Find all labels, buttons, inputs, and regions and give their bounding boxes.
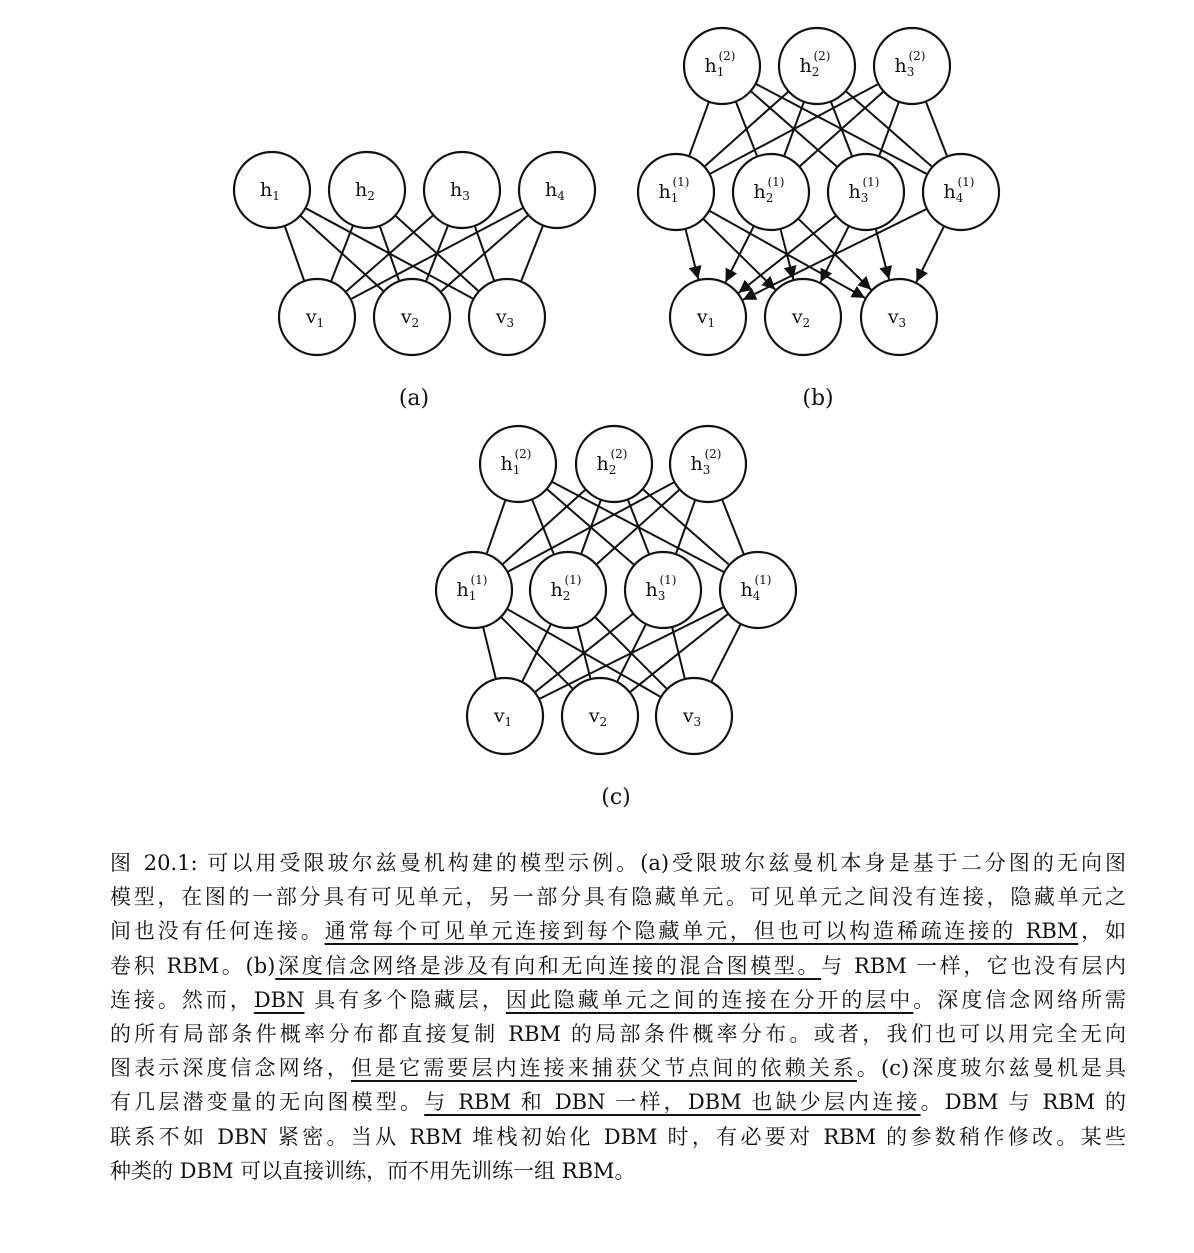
edge-h21-h11 xyxy=(689,102,709,156)
svg-text:v3: $v_3$ xyxy=(682,705,702,729)
caption-line-9: 联系不如 DBN 紧密。当从 RBM 堆栈初始化 DBM 时，有必要对 RBM 的参数稍作修改。某些 xyxy=(110,1124,1126,1149)
node-v1 xyxy=(467,678,543,754)
svg-text:h4(1): $h_4(1)$ xyxy=(740,573,772,603)
edge-h11-v1 xyxy=(685,229,698,279)
caption-underlined-text: DBN xyxy=(253,987,305,1012)
node-h3-layer2 xyxy=(670,426,746,502)
edge-h12-v1 xyxy=(522,624,551,681)
caption-line-7 xyxy=(110,1051,1126,1085)
edge-h14-v3 xyxy=(916,226,944,282)
panel-c xyxy=(436,426,796,810)
caption-text: 与 RBM 一样，它也没有层内 xyxy=(821,953,1127,978)
panel-label-a: (a) xyxy=(398,386,430,411)
caption-line-1: 图 20.1: 可以用受限玻尔兹曼机构建的模型示例。(a)受限玻尔兹曼机本身是基于二分图的无向图 xyxy=(110,851,1126,875)
edge-h23-h14 xyxy=(722,499,744,553)
svg-text:v2: $v_2$ xyxy=(588,705,608,729)
caption-line-6: 的所有局部条件概率分布都直接复制 RBM 的局部条件概率分布。或者，我们也可以用完全无向 xyxy=(110,1022,1126,1047)
svg-text:h1(2): $h_1(2)$ xyxy=(704,49,736,79)
caption-line-4 xyxy=(110,949,1126,983)
caption-text: 间也没有任何连接。 xyxy=(110,919,325,944)
node-v3 xyxy=(861,279,937,355)
node-h3-layer1 xyxy=(625,552,701,628)
node-h4-layer1 xyxy=(923,154,999,230)
caption-text: 连接。然而， xyxy=(110,987,254,1012)
svg-text:h1: $h_1$ xyxy=(260,179,280,203)
node-h1-layer1 xyxy=(638,154,714,230)
svg-text:v3: $v_3$ xyxy=(495,306,515,330)
edge-h14-v3 xyxy=(712,624,741,681)
node-h2-layer2 xyxy=(779,28,855,104)
svg-text:h2(1): $h_2(1)$ xyxy=(550,573,582,603)
caption-underlined-text: 因此隐藏单元之间的连接在分开的层中 xyxy=(505,987,914,1012)
caption-underlined-text: 但是它需要层内连接来捕获父节点间的依赖关系 xyxy=(350,1056,857,1081)
node-h1-layer2 xyxy=(684,28,760,104)
caption-line-5 xyxy=(110,983,1126,1017)
caption-line-3 xyxy=(110,914,1126,948)
svg-text:h3(1): $h_3(1)$ xyxy=(848,175,880,205)
node-h2-layer1 xyxy=(733,154,809,230)
svg-text:h2(1): $h_2(1)$ xyxy=(753,175,785,205)
edge-h1-v1 xyxy=(285,226,304,280)
svg-text:h2: $h_2$ xyxy=(355,179,375,203)
edge-h2-v1 xyxy=(331,225,353,280)
edge-h11-v1 xyxy=(483,627,496,678)
svg-text:h2(2): $h_2(2)$ xyxy=(596,447,628,477)
node-h1 xyxy=(234,152,310,228)
svg-text:h3(1): $h_3(1)$ xyxy=(645,573,677,603)
node-v3 xyxy=(656,678,732,754)
edge-h21-h12 xyxy=(532,499,554,553)
svg-text:h3(2): $h_3(2)$ xyxy=(690,447,722,477)
svg-text:h1(2): $h_1(2)$ xyxy=(500,447,532,477)
caption-line-10: 种类的 DBM 可以直接训练，而不用先训练一组 RBM。 xyxy=(110,1158,636,1183)
svg-text:h1(1): $h_1(1)$ xyxy=(658,175,690,205)
svg-text:v1: $v_1$ xyxy=(493,705,513,729)
caption-text: 有几层潜变量的无向图模型。 xyxy=(110,1090,425,1115)
node-v3 xyxy=(469,279,545,355)
svg-text:h4: $h_4$ xyxy=(545,179,565,203)
edge-h13-v3 xyxy=(876,229,889,280)
node-h2 xyxy=(329,152,405,228)
caption-line-8 xyxy=(110,1085,1126,1119)
figure-caption xyxy=(110,846,1126,1188)
node-h2-layer2 xyxy=(576,426,652,502)
caption-underlined-text: 深度信念网络是涉及有向和无向连接的混合图模型。 xyxy=(275,953,822,978)
caption-text: 具有多个隐藏层， xyxy=(304,987,506,1012)
node-h4-layer1 xyxy=(720,552,796,628)
caption-text: ，如 xyxy=(1078,919,1127,944)
caption-text: 图表示深度信念网络， xyxy=(110,1056,351,1081)
node-h1-layer2 xyxy=(480,426,556,502)
svg-text:v2: $v_2$ xyxy=(400,306,420,330)
caption-text: 。DBM 与 RBM 的 xyxy=(920,1090,1126,1115)
edge-h21-h11 xyxy=(487,500,506,553)
edge-h12-v1 xyxy=(726,226,754,282)
svg-text:h2(2): $h_2(2)$ xyxy=(799,49,831,79)
panel-label-b: (b) xyxy=(802,386,834,411)
caption-underlined-text: 通常每个可见单元连接到每个隐藏单元，但也可以构造稀疏连接的 RBM xyxy=(324,919,1079,944)
edge-h4-v3 xyxy=(521,225,543,280)
node-v2 xyxy=(765,279,841,355)
node-h3-layer2 xyxy=(874,28,950,104)
node-h4 xyxy=(519,152,595,228)
node-v2 xyxy=(562,678,638,754)
caption-text: 。深度信念网络所需 xyxy=(913,987,1127,1012)
node-h3 xyxy=(424,152,500,228)
panel-a xyxy=(234,152,595,411)
caption-underlined-text: 与 RBM 和 DBN 一样，DBM 也缺少层内连接 xyxy=(424,1090,921,1115)
svg-text:h1(1): $h_1(1)$ xyxy=(456,573,488,603)
svg-text:h3(2): $h_3(2)$ xyxy=(894,49,926,79)
svg-text:v2: $v_2$ xyxy=(791,306,811,330)
node-v1 xyxy=(670,279,746,355)
svg-text:v1: $v_1$ xyxy=(305,306,325,330)
node-v2 xyxy=(374,279,450,355)
edge-h23-h13 xyxy=(879,102,899,156)
edge-h23-h14 xyxy=(926,101,947,155)
svg-text:v3: $v_3$ xyxy=(887,306,907,330)
node-v1 xyxy=(279,279,355,355)
svg-text:v1: $v_1$ xyxy=(696,306,716,330)
panel-b xyxy=(638,28,999,411)
caption-line-2: 模型，在图的一部分具有可见单元，另一部分具有隐藏单元。可见单元之间没有连接，隐藏单元之 xyxy=(110,885,1126,910)
svg-text:h3: $h_3$ xyxy=(450,179,470,203)
caption-text: 。(c)深度玻尔兹曼机是具 xyxy=(856,1056,1126,1081)
node-h1-layer1 xyxy=(436,552,512,628)
caption-text: 卷积 RBM。(b) xyxy=(110,953,276,978)
svg-text:h4(1): $h_4(1)$ xyxy=(943,175,975,205)
panel-label-c: (c) xyxy=(601,785,631,810)
edge-h23-h13 xyxy=(676,500,695,553)
node-h3-layer1 xyxy=(828,154,904,230)
node-h2-layer1 xyxy=(530,552,606,628)
